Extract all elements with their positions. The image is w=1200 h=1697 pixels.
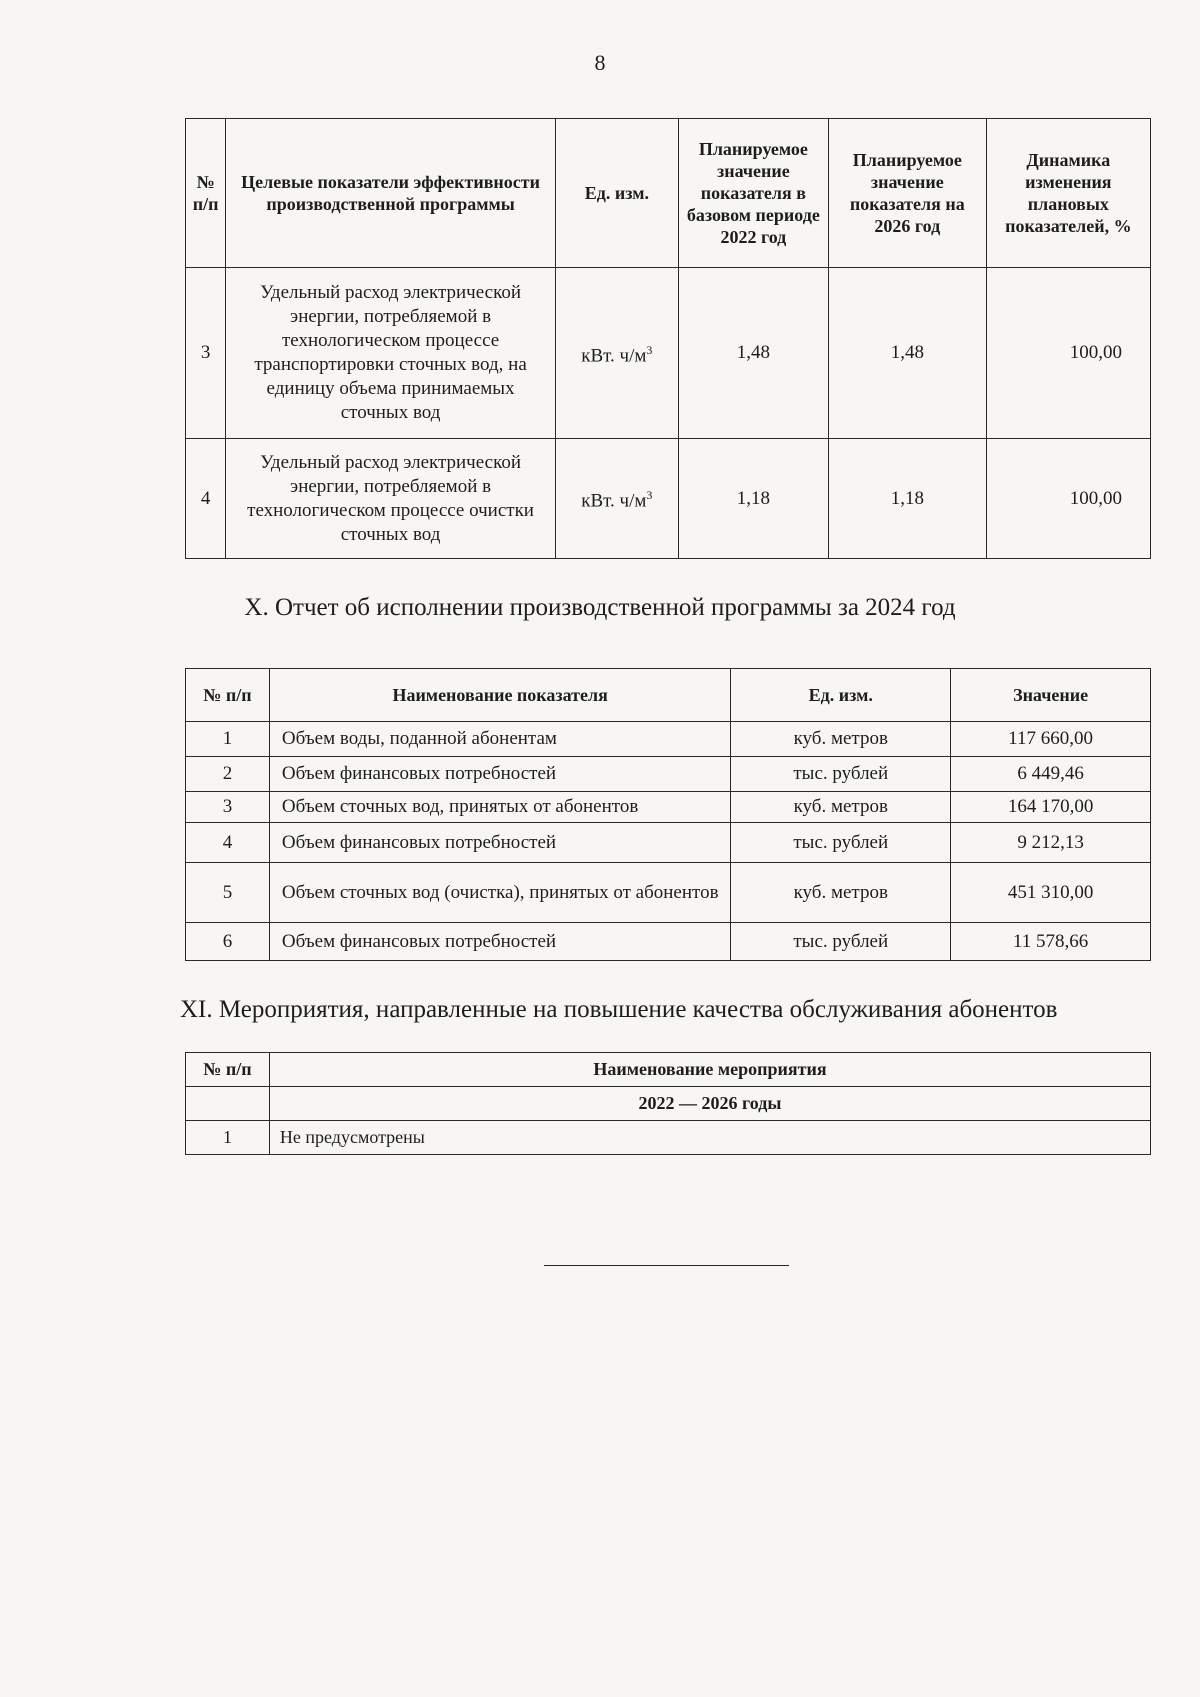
row-change: 100,00	[986, 268, 1150, 439]
row-base-value: 1,18	[678, 439, 828, 559]
row-plan-value: 1,18	[828, 439, 986, 559]
period-label: 2022 — 2026 годы	[269, 1087, 1150, 1121]
row-plan-value: 1,48	[828, 268, 986, 439]
row-unit: куб. метров	[731, 792, 951, 823]
row-value: 164 170,00	[951, 792, 1151, 823]
table-row	[186, 923, 1151, 961]
row-unit: тыс. рублей	[731, 923, 951, 961]
row-value: 11 578,66	[951, 923, 1151, 961]
row-num: 1	[186, 1121, 270, 1155]
page-number: 8	[594, 50, 606, 75]
row-unit: куб. метров	[731, 863, 951, 923]
period-row	[186, 1087, 1151, 1121]
table-row	[186, 722, 1151, 757]
table-header-row	[186, 1053, 1151, 1087]
header-num: № п/п	[186, 1053, 270, 1087]
header-base-value: Планируемое значение показателя в базовом периоде 2022 год	[678, 119, 828, 268]
table-header-row	[186, 119, 1151, 268]
header-unit: Ед. изм.	[555, 119, 678, 268]
row-unit: тыс. рублей	[731, 757, 951, 792]
table-row	[186, 823, 1151, 863]
report-table	[185, 668, 1151, 961]
table-row	[186, 1121, 1151, 1155]
period-empty-cell	[186, 1087, 270, 1121]
row-name: Объем воды, поданной абонентам	[269, 722, 730, 757]
row-name: Объем финансовых потребностей	[269, 823, 730, 863]
row-num: 3	[186, 268, 226, 439]
header-plan-value: Планируемое значение показателя на 2026 год	[828, 119, 986, 268]
section-xi-title: XI. Мероприятия, направленные на повышение качества обслуживания абонентов	[180, 996, 1058, 1023]
header-change: Динамика изменения плановых показателей, %	[986, 119, 1150, 268]
row-unit: кВт. $ч/м^3$	[555, 439, 678, 559]
table-row	[186, 268, 1151, 439]
table-row	[186, 757, 1151, 792]
row-unit: кВт. $ч/м^3$	[555, 268, 678, 439]
row-num: 4	[186, 823, 270, 863]
row-num: 6	[186, 923, 270, 961]
row-num: 1	[186, 722, 270, 757]
row-num: 4	[186, 439, 226, 559]
row-value: 6 449,46	[951, 757, 1151, 792]
row-name: Объем финансовых потребностей	[269, 757, 730, 792]
header-name: Наименование мероприятия	[269, 1053, 1150, 1087]
header-unit: Ед. изм.	[731, 669, 951, 722]
row-base-value: 1,48	[678, 268, 828, 439]
table-row	[186, 863, 1151, 923]
section-x-title: X. Отчет об исполнении производственной программы за 2024 год	[244, 594, 956, 621]
row-indicator: Удельный расход электрической энергии, потребляемой в технологическом процессе транспортировки сточных вод, на единицу объема принимаемых сточных вод	[226, 268, 556, 439]
row-name: Объем финансовых потребностей	[269, 923, 730, 961]
row-change: 100,00	[986, 439, 1150, 559]
row-num: 2	[186, 757, 270, 792]
header-name: Наименование показателя	[269, 669, 730, 722]
row-unit: тыс. рублей	[731, 823, 951, 863]
row-name: Объем сточных вод, принятых от абонентов	[269, 792, 730, 823]
row-num: 5	[186, 863, 270, 923]
row-value: 9 212,13	[951, 823, 1151, 863]
closing-divider	[544, 1265, 789, 1266]
row-unit: куб. метров	[731, 722, 951, 757]
table-row	[186, 792, 1151, 823]
row-value: 451 310,00	[951, 863, 1151, 923]
indicators-table	[185, 118, 1151, 559]
row-name: Объем сточных вод (очистка), принятых от абонентов	[269, 863, 730, 923]
header-value: Значение	[951, 669, 1151, 722]
row-name: Не предусмотрены	[269, 1121, 1150, 1155]
header-num: № п/п	[186, 119, 226, 268]
row-indicator: Удельный расход электрической энергии, потребляемой в технологическом процессе очистки сточных вод	[226, 439, 556, 559]
measures-table	[185, 1052, 1151, 1155]
table-header-row	[186, 669, 1151, 722]
table-row	[186, 439, 1151, 559]
header-num: № п/п	[186, 669, 270, 722]
row-value: 117 660,00	[951, 722, 1151, 757]
header-indicator: Целевые показатели эффективности производственной программы	[226, 119, 556, 268]
row-num: 3	[186, 792, 270, 823]
